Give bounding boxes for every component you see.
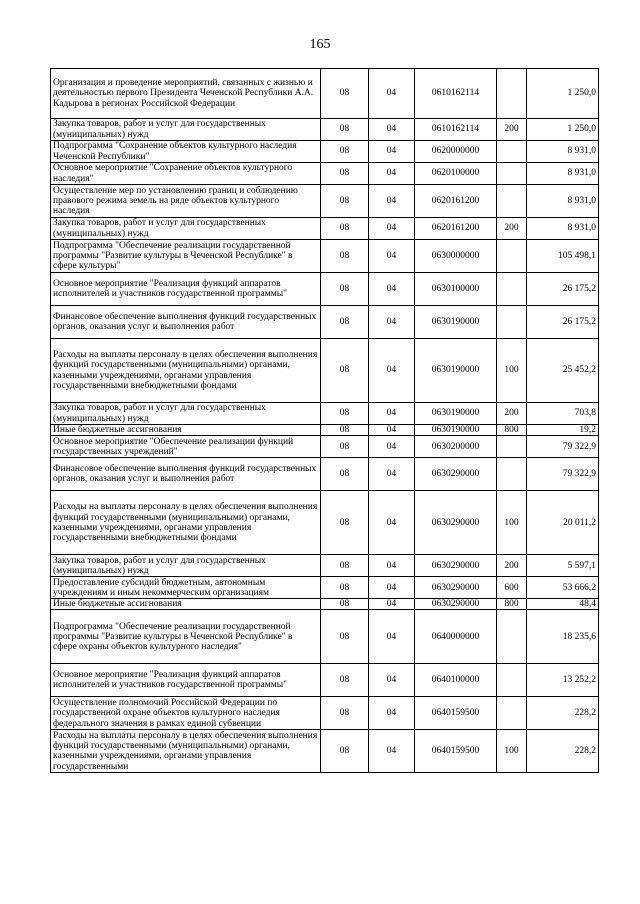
- table-row: [51, 163, 599, 185]
- section-code-cell: 08: [321, 697, 369, 730]
- table-row: [51, 555, 599, 577]
- target-article-cell: 0630290000: [415, 458, 497, 491]
- subsection-code-cell: 04: [369, 697, 415, 730]
- target-article-cell: 0630290000: [415, 599, 497, 610]
- amount-cell: 8 931,0: [527, 218, 599, 240]
- target-article-cell: 0630000000: [415, 240, 497, 273]
- subsection-code-cell: 04: [369, 599, 415, 610]
- budget-table-body: [51, 69, 599, 773]
- subsection-code-cell: 04: [369, 436, 415, 458]
- section-code-cell: 08: [321, 339, 369, 403]
- table-row: [51, 610, 599, 664]
- section-code-cell: 08: [321, 185, 369, 218]
- target-article-cell: 0630290000: [415, 577, 497, 599]
- table-row: [51, 185, 599, 218]
- table-row: [51, 306, 599, 339]
- section-code-cell: 08: [321, 69, 369, 119]
- table-row: [51, 403, 599, 425]
- amount-cell: 703,8: [527, 403, 599, 425]
- table-row: [51, 425, 599, 436]
- expense-type-cell: 200: [497, 218, 527, 240]
- subsection-code-cell: 04: [369, 218, 415, 240]
- amount-cell: 48,4: [527, 599, 599, 610]
- target-article-cell: 0630190000: [415, 306, 497, 339]
- expense-type-cell: [497, 240, 527, 273]
- target-article-cell: 0620100000: [415, 163, 497, 185]
- subsection-code-cell: 04: [369, 273, 415, 306]
- target-article-cell: 0630100000: [415, 273, 497, 306]
- row-name-cell: Подпрограмма "Обеспечение реализации государственной программы "Развитие культуры в Чеченской Республике" в сфере охраны объектов культурного наследия": [51, 610, 321, 664]
- expense-type-cell: [497, 163, 527, 185]
- subsection-code-cell: 04: [369, 458, 415, 491]
- section-code-cell: 08: [321, 273, 369, 306]
- subsection-code-cell: 04: [369, 403, 415, 425]
- row-name-cell: Основное мероприятие "Реализация функций аппаратов исполнителей и участников государственной программы": [51, 664, 321, 697]
- expense-type-cell: [497, 69, 527, 119]
- section-code-cell: 08: [321, 730, 369, 773]
- expense-type-cell: 200: [497, 119, 527, 141]
- section-code-cell: 08: [321, 610, 369, 664]
- section-code-cell: 08: [321, 240, 369, 273]
- expense-type-cell: 800: [497, 425, 527, 436]
- row-name-cell: Осуществление мер по установлению границ и соблюдению правового режима земель на ряде объектов культурного наследия: [51, 185, 321, 218]
- subsection-code-cell: 04: [369, 306, 415, 339]
- expense-type-cell: [497, 185, 527, 218]
- row-name-cell: Финансовое обеспечение выполнения функций государственных органов, оказания услуг и выполнения работ: [51, 306, 321, 339]
- page-number: 165: [309, 37, 331, 52]
- target-article-cell: 0630190000: [415, 403, 497, 425]
- subsection-code-cell: 04: [369, 664, 415, 697]
- subsection-code-cell: 04: [369, 240, 415, 273]
- subsection-code-cell: 04: [369, 555, 415, 577]
- amount-cell: 8 931,0: [527, 141, 599, 163]
- table-row: [51, 697, 599, 730]
- row-name-cell: Расходы на выплаты персоналу в целях обеспечения выполнения функций государственными (муниципальными) органами, казенными учреждениями, органами управления государственными внебюджетными фондами: [51, 491, 321, 555]
- section-code-cell: 08: [321, 458, 369, 491]
- amount-cell: 228,2: [527, 730, 599, 773]
- target-article-cell: 0620161200: [415, 185, 497, 218]
- target-article-cell: 0640100000: [415, 664, 497, 697]
- row-name-cell: Закупка товаров, работ и услуг для государственных (муниципальных) нужд: [51, 555, 321, 577]
- amount-cell: 1 250,0: [527, 69, 599, 119]
- table-row: [51, 339, 599, 403]
- amount-cell: 20 011,2: [527, 491, 599, 555]
- subsection-code-cell: 04: [369, 491, 415, 555]
- row-name-cell: Финансовое обеспечение выполнения функций государственных органов, оказания услуг и выполнения работ: [51, 458, 321, 491]
- section-code-cell: 08: [321, 218, 369, 240]
- subsection-code-cell: 04: [369, 730, 415, 773]
- target-article-cell: 0620161200: [415, 218, 497, 240]
- section-code-cell: 08: [321, 306, 369, 339]
- row-name-cell: Основное мероприятие "Реализация функций аппаратов исполнителей и участников государственной программы": [51, 273, 321, 306]
- expense-type-cell: 600: [497, 577, 527, 599]
- section-code-cell: 08: [321, 491, 369, 555]
- target-article-cell: 0630290000: [415, 491, 497, 555]
- table-row: [51, 491, 599, 555]
- row-name-cell: Предоставление субсидий бюджетным, автономным учреждениям и иным некоммерческим организациям: [51, 577, 321, 599]
- section-code-cell: 08: [321, 599, 369, 610]
- subsection-code-cell: 04: [369, 425, 415, 436]
- amount-cell: 79 322,9: [527, 458, 599, 491]
- row-name-cell: Закупка товаров, работ и услуг для государственных (муниципальных) нужд: [51, 218, 321, 240]
- amount-cell: 53 666,2: [527, 577, 599, 599]
- row-name-cell: Закупка товаров, работ и услуг для государственных (муниципальных) нужд: [51, 403, 321, 425]
- row-name-cell: Подпрограмма "Обеспечение реализации государственной программы "Развитие культуры в Чеченской Республике" в сфере культуры": [51, 240, 321, 273]
- subsection-code-cell: 04: [369, 69, 415, 119]
- row-name-cell: Иные бюджетные ассигнования: [51, 599, 321, 610]
- budget-table: [50, 68, 599, 773]
- target-article-cell: 0640159500: [415, 730, 497, 773]
- table-row: [51, 218, 599, 240]
- table-row: [51, 141, 599, 163]
- table-row: [51, 458, 599, 491]
- subsection-code-cell: 04: [369, 577, 415, 599]
- amount-cell: 5 597,1: [527, 555, 599, 577]
- target-article-cell: 0630290000: [415, 555, 497, 577]
- table-row: [51, 730, 599, 773]
- row-name-cell: Расходы на выплаты персоналу в целях обеспечения выполнения функций государственными (муниципальными) органами, казенными учреждениями, органами управления государственными внебюджетными фондами: [51, 339, 321, 403]
- amount-cell: 18 235,6: [527, 610, 599, 664]
- section-code-cell: 08: [321, 403, 369, 425]
- expense-type-cell: [497, 141, 527, 163]
- table-row: [51, 436, 599, 458]
- row-name-cell: Осуществление полномочий Российской Федерации по государственной охране объектов культурного наследия федерального значения в рамках единой субвенции: [51, 697, 321, 730]
- amount-cell: 8 931,0: [527, 163, 599, 185]
- section-code-cell: 08: [321, 577, 369, 599]
- amount-cell: 19,2: [527, 425, 599, 436]
- row-name-cell: Иные бюджетные ассигнования: [51, 425, 321, 436]
- target-article-cell: 0610162114: [415, 119, 497, 141]
- expense-type-cell: 200: [497, 403, 527, 425]
- table-row: [51, 599, 599, 610]
- amount-cell: 26 175,2: [527, 306, 599, 339]
- section-code-cell: 08: [321, 141, 369, 163]
- amount-cell: 26 175,2: [527, 273, 599, 306]
- subsection-code-cell: 04: [369, 339, 415, 403]
- amount-cell: 13 252,2: [527, 664, 599, 697]
- row-name-cell: Основное мероприятие "Обеспечение реализации функций государственных учреждений": [51, 436, 321, 458]
- section-code-cell: 08: [321, 119, 369, 141]
- table-row: [51, 69, 599, 119]
- amount-cell: 25 452,2: [527, 339, 599, 403]
- row-name-cell: Основное мероприятие "Сохранение объектов культурного наследия": [51, 163, 321, 185]
- expense-type-cell: 100: [497, 339, 527, 403]
- expense-type-cell: [497, 697, 527, 730]
- section-code-cell: 08: [321, 555, 369, 577]
- target-article-cell: 0630200000: [415, 436, 497, 458]
- expense-type-cell: [497, 610, 527, 664]
- amount-cell: 105 498,1: [527, 240, 599, 273]
- target-article-cell: 0610162114: [415, 69, 497, 119]
- section-code-cell: 08: [321, 664, 369, 697]
- table-row: [51, 664, 599, 697]
- target-article-cell: 0640000000: [415, 610, 497, 664]
- amount-cell: 8 931,0: [527, 185, 599, 218]
- subsection-code-cell: 04: [369, 610, 415, 664]
- target-article-cell: 0620000000: [415, 141, 497, 163]
- amount-cell: 228,2: [527, 697, 599, 730]
- section-code-cell: 08: [321, 163, 369, 185]
- expense-type-cell: 200: [497, 555, 527, 577]
- target-article-cell: 0630190000: [415, 425, 497, 436]
- expense-type-cell: 800: [497, 599, 527, 610]
- target-article-cell: 0630190000: [415, 339, 497, 403]
- expense-type-cell: [497, 306, 527, 339]
- expense-type-cell: 100: [497, 730, 527, 773]
- table-row: [51, 240, 599, 273]
- expense-type-cell: [497, 664, 527, 697]
- row-name-cell: Подпрограмма "Сохранение объектов культурного наследия Чеченской Республики": [51, 141, 321, 163]
- subsection-code-cell: 04: [369, 141, 415, 163]
- table-row: [51, 119, 599, 141]
- row-name-cell: Организация и проведение мероприятий, связанных с жизнью и деятельностью первого Президента Чеченской Республики А.А. Кадырова в регионах Российской Федерации: [51, 69, 321, 119]
- subsection-code-cell: 04: [369, 163, 415, 185]
- subsection-code-cell: 04: [369, 119, 415, 141]
- row-name-cell: Закупка товаров, работ и услуг для государственных (муниципальных) нужд: [51, 119, 321, 141]
- amount-cell: 1 250,0: [527, 119, 599, 141]
- target-article-cell: 0640159500: [415, 697, 497, 730]
- row-name-cell: Расходы на выплаты персоналу в целях обеспечения выполнения функций государственными (муниципальными) органами, казенными учреждениями, органами управления государственными: [51, 730, 321, 773]
- subsection-code-cell: 04: [369, 185, 415, 218]
- section-code-cell: 08: [321, 425, 369, 436]
- expense-type-cell: [497, 436, 527, 458]
- expense-type-cell: [497, 273, 527, 306]
- amount-cell: 79 322,9: [527, 436, 599, 458]
- section-code-cell: 08: [321, 436, 369, 458]
- expense-type-cell: 100: [497, 491, 527, 555]
- table-row: [51, 273, 599, 306]
- table-row: [51, 577, 599, 599]
- expense-type-cell: [497, 458, 527, 491]
